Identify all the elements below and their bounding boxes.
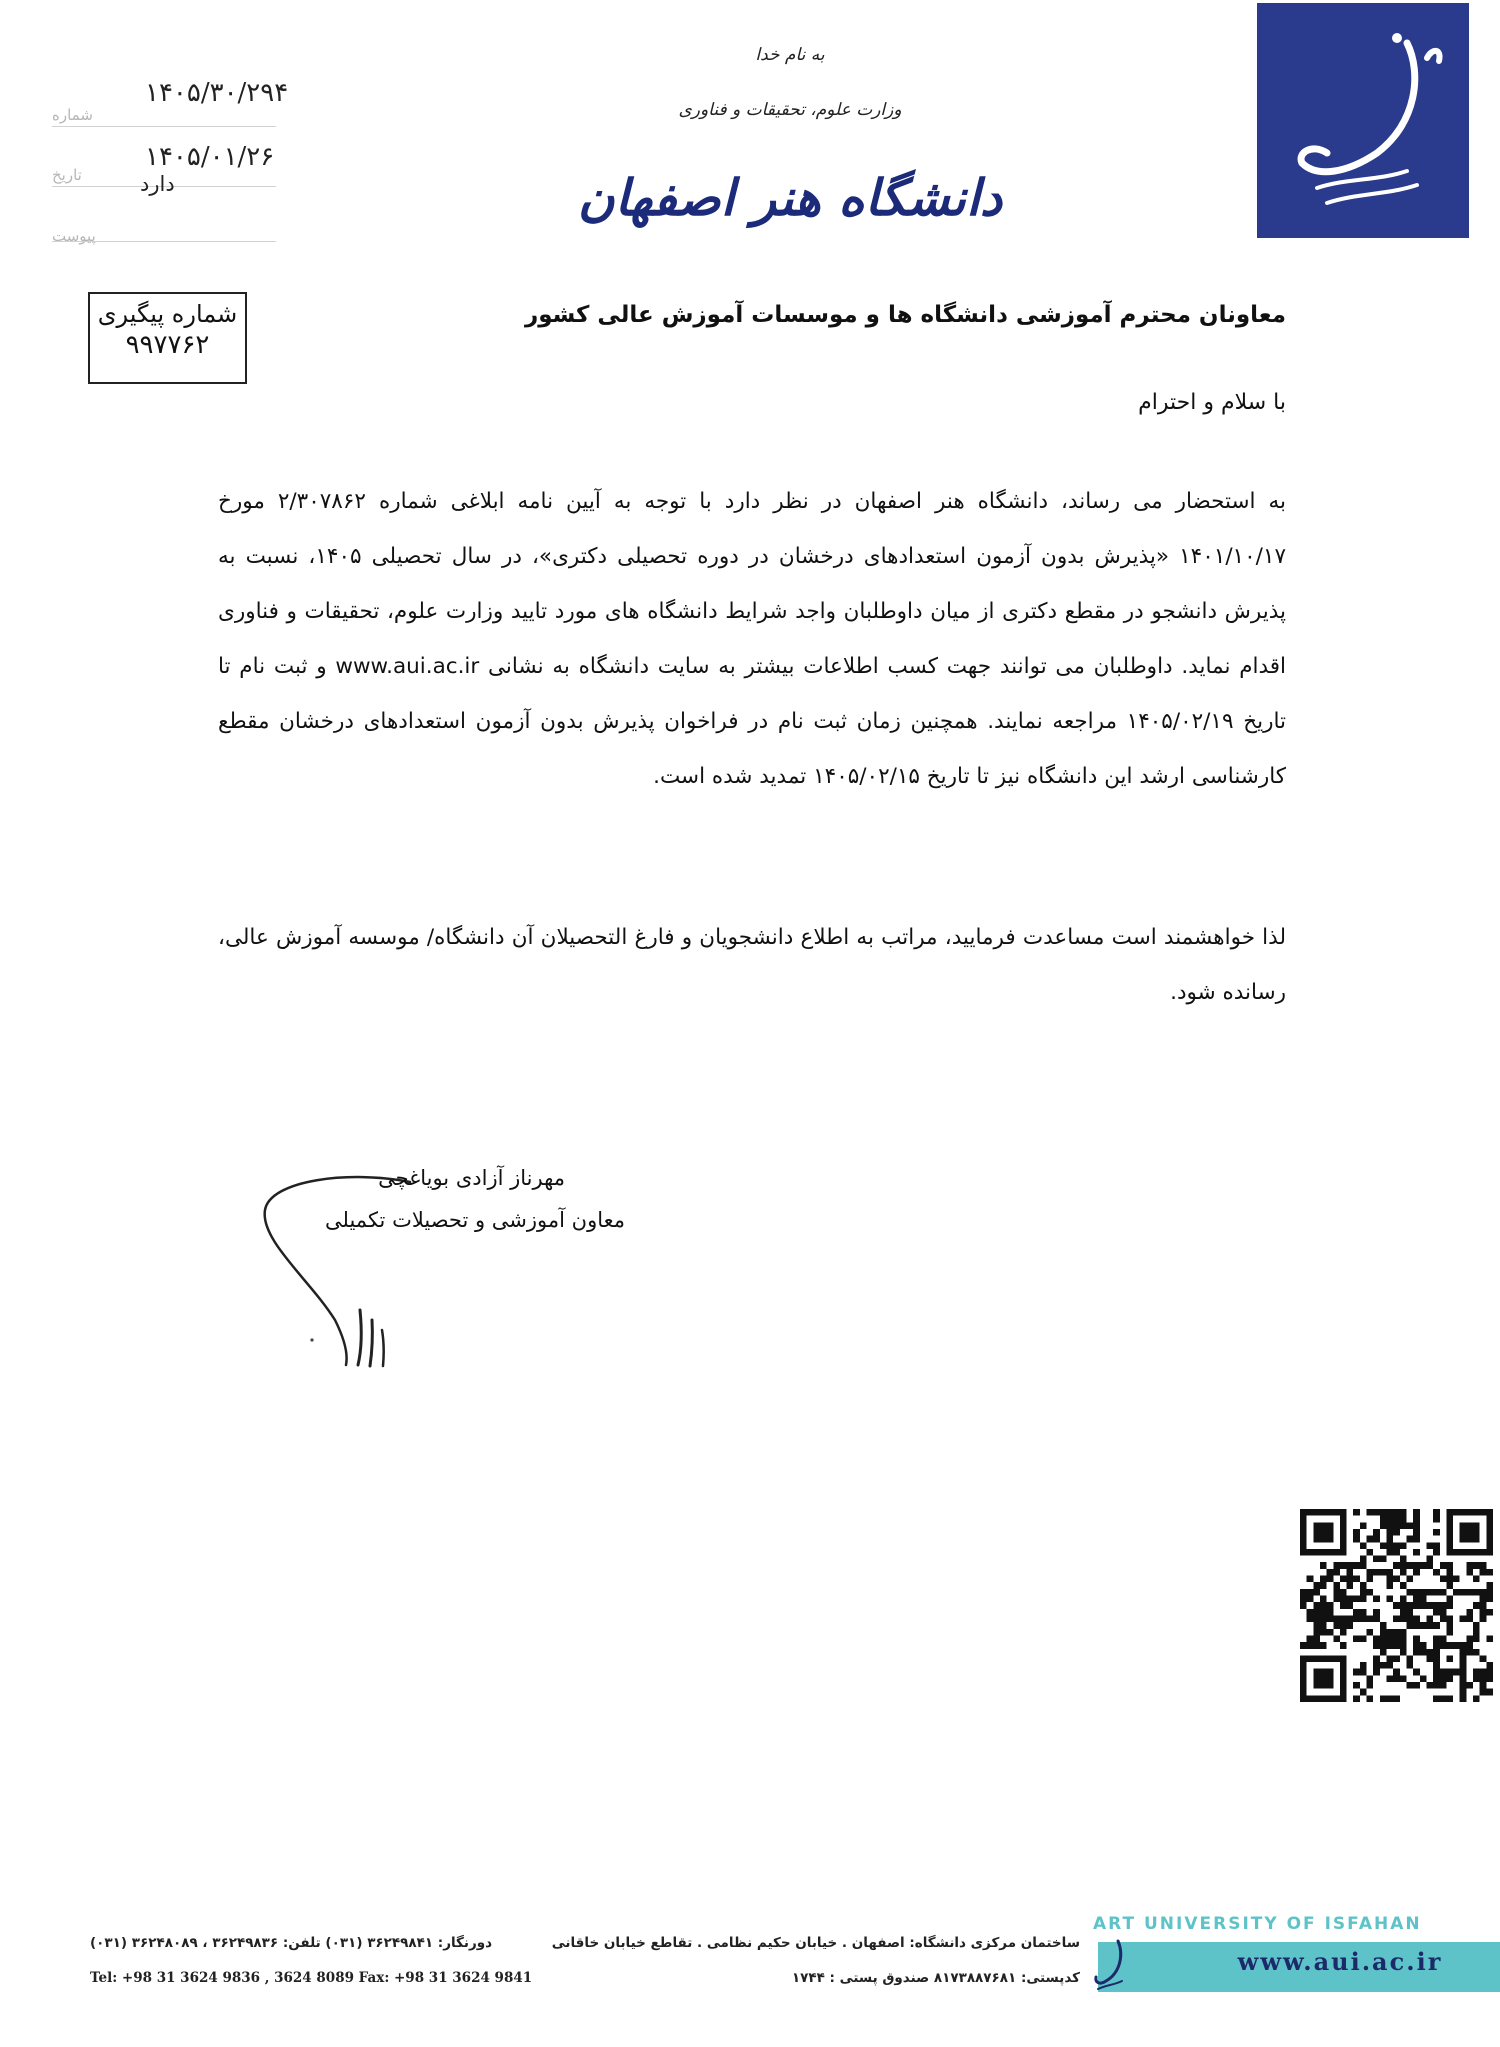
footer-logo-icon (1090, 1935, 1128, 1995)
tracking-label: شماره پیگیری (97, 300, 238, 328)
letter-number-label: شماره (52, 106, 93, 124)
attachment-value: دارد (140, 172, 175, 196)
greeting: با سلام و احترام (1138, 390, 1286, 415)
footer-phone-en: Tel: +98 31 3624 9836 , 3624 8089 Fax: +98 31 3624 9841 (90, 1970, 533, 1986)
body-paragraph-2: لذا خواهشمند است مساعدت فرمایید، مراتب به اطلاع دانشجویان و فارغ التحصیلان آن دانشگاه/ موسسه آموزش عالی، رسانده شود. (218, 925, 1286, 1005)
footer-address: ساختمان مرکزی دانشگاه: اصفهان . خیابان حکیم نظامی . تقاطع خیابان خاقانی (551, 1935, 1080, 1951)
footer-url[interactable]: www.aui.ac.ir (1237, 1947, 1443, 1976)
footer-postal: کدپستی: ۸۱۷۳۸۸۷۶۸۱ صندوق پستی : ۱۷۴۴ (791, 1970, 1080, 1986)
letter-number-value: ۱۴۰۵/۳۰/۲۹۴ (145, 78, 289, 108)
ministry-name: وزارت علوم، تحقیقات و فناوری (678, 100, 902, 120)
body-paragraph-1: به استحضار می رساند، دانشگاه هنر اصفهان در نظر دارد با توجه به آیین نامه ابلاغی شماره ۲/۳۰۷۸۶۲ مورخ ۱۴۰۱/۱۰/۱۷ «پذیرش بدون آزمون استعدادهای درخشان در دوره تحصیلی دکتری»، در سال تحصیلی ۱۴۰۵، نسبت به پذیرش دانشجو در مقطع دکتری از میان داوطلبان واجد شرایط دانشگاه های مورد تایید وزارت علوم، تحقیقات و فناوری اقدام نماید. داوطلبان می توانند جهت کسب اطلاعات بیشتر به سایت دانشگاه به نشانی www.aui.ac.ir و ثبت نام تا تاریخ ۱۴۰۵/۰۲/۱۹ مراجعه نمایند. همچنین زمان ثبت نام در فراخوان پذیرش بدون آزمون استعدادهای درخشان مقطع کارشناسی ارشد این دانشگاه نیز تا تاریخ ۱۴۰۵/۰۲/۱۵ تمدید شده است. (218, 489, 1287, 789)
university-logo (1257, 3, 1469, 238)
letter-date-value: ۱۴۰۵/۰۱/۲۶ (145, 142, 275, 172)
footer-phone-fa: دورنگار: ۳۶۲۴۹۸۴۱ (۰۳۱) تلفن: ۳۶۲۴۹۸۳۶ ، ۳۶۲۴۸۰۸۹ (۰۳۱) (90, 1935, 493, 1951)
university-title: دانشگاه هنر اصفهان (577, 168, 1003, 227)
footer-university-en: ART UNIVERSITY OF ISFAHAN (1093, 1914, 1422, 1934)
signer-title: معاون آموزشی و تحصیلات تکمیلی (325, 1208, 625, 1232)
attachment-label: پیوست (52, 227, 96, 245)
tracking-box (88, 292, 247, 384)
recipient: معاونان محترم آموزشی دانشگاه ها و موسسات آموزش عالی کشور (524, 302, 1286, 328)
letter-number-line (52, 126, 276, 127)
qr-code-icon (1300, 1509, 1493, 1702)
letter-date-label: تاریخ (52, 166, 82, 184)
handwritten-signature (250, 1170, 420, 1370)
tracking-value: ۹۹۷۷۶۲ (125, 330, 210, 360)
calligraphy-logo-icon (1257, 3, 1469, 238)
attachment-line (52, 241, 276, 242)
signer-name: مهرناز آزادی بویاغچی (378, 1166, 565, 1190)
basmala: به نام خدا (755, 45, 825, 65)
